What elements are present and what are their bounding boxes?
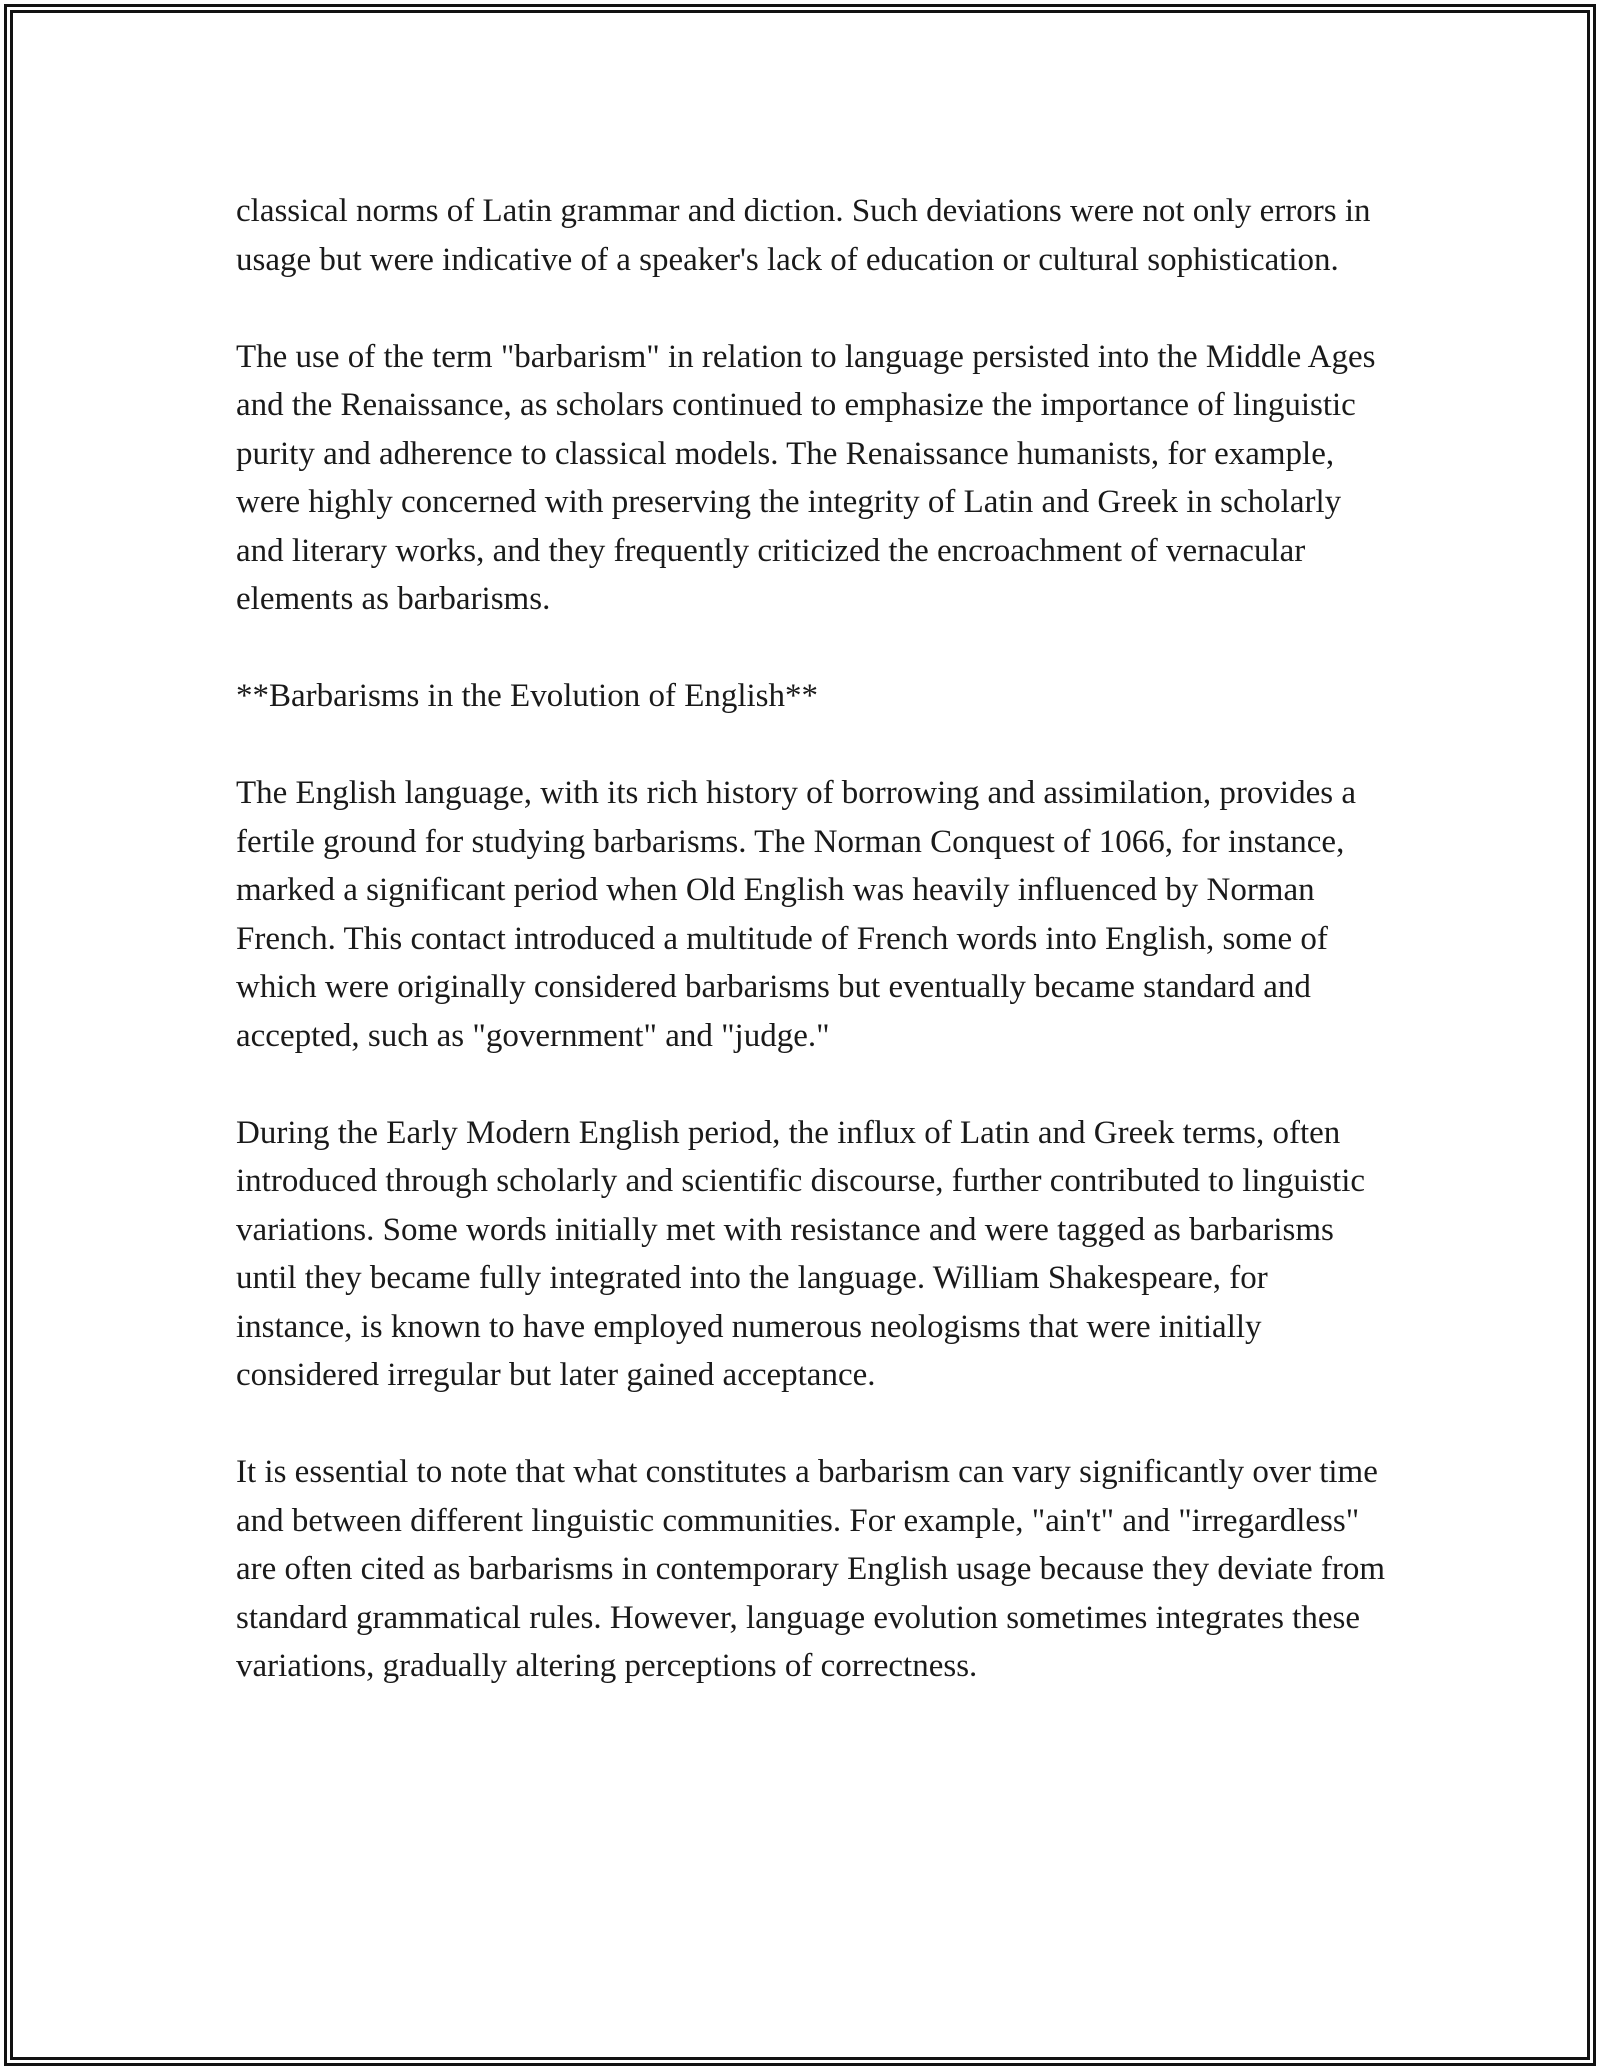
document-body <box>236 187 1386 1691</box>
paragraph-norman-conquest: The English language, with its rich history of borrowing and assimilation, provides a fertile ground for studying barbarisms. The Norman Conquest of 1066, for instance, marked a significant period when Old English was heavily influenced by Norman French. This contact introduced a multitude of French words into English, some of which were originally considered barbarisms but eventually became standard and accepted, such as "government" and "judge." <box>236 775 1356 1054</box>
paragraph-early-modern-english: During the Early Modern English period, the influx of Latin and Greek terms, often introduced through scholarly and scientific discourse, further contributed to linguistic variations. Some words initially met with resistance and were tagged as barbarisms until they became fully integrated into the language. William Shakespeare, for instance, is known to have employed numerous neologisms that were initially considered irregular but later gained acceptance. <box>236 1114 1366 1393</box>
paragraph-latin-norms: classical norms of Latin grammar and diction. Such deviations were not only errors in usage but were indicative of a speaker's lack of education or cultural sophistication. <box>236 193 1371 278</box>
paragraph-contemporary-barbarisms: It is essential to note that what constitutes a barbarism can vary significantly over time and between different linguistic communities. For example, "ain't" and "irregardless" are often cited as barbarisms in contemporary English usage because they deviate from standard grammatical rules. However, language evolution sometimes integrates these variations, gradually altering perceptions of correctness. <box>236 1454 1386 1684</box>
paragraph-middle-ages-renaissance: The use of the term "barbarism" in relation to language persisted into the Middle Ages and the Renaissance, as scholars continued to emphasize the importance of linguistic purity and adherence to classical models. The Renaissance humanists, for example, were highly concerned with preserving the integrity of Latin and Greek in scholarly and literary works, and they frequently criticized the encroachment of vernacular elements as barbarisms. <box>236 338 1376 617</box>
section-heading-evolution-of-english: **Barbarisms in the Evolution of English** <box>236 678 819 714</box>
